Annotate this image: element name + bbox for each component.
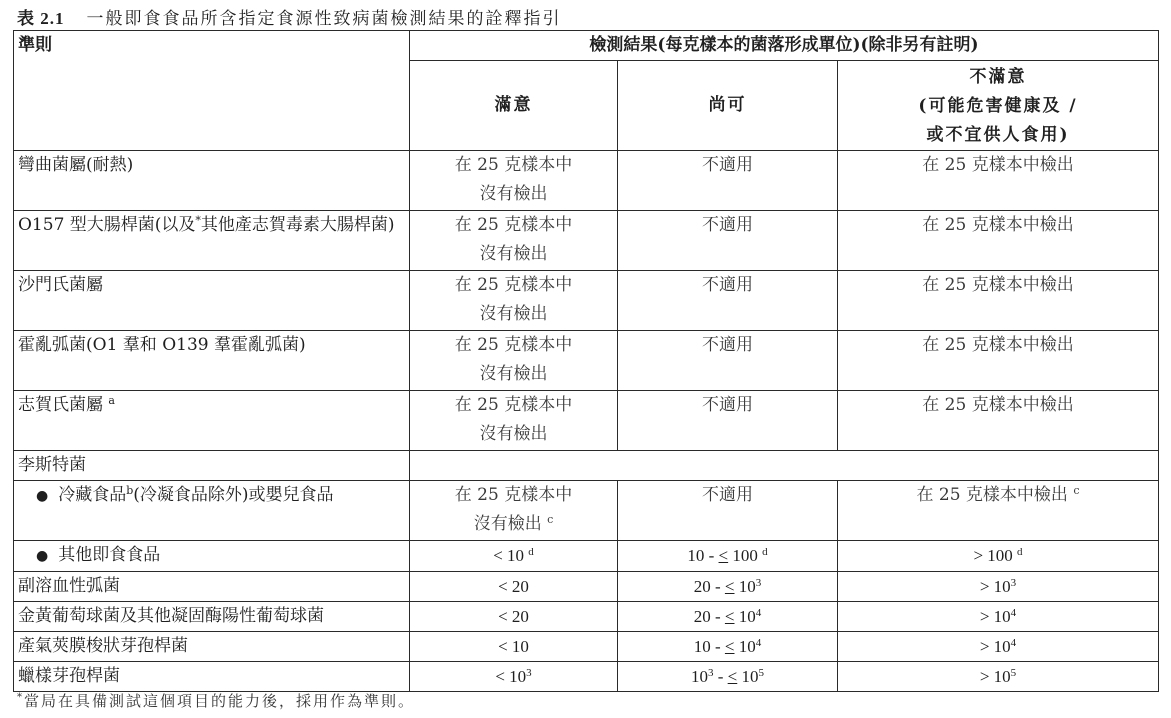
- criterion-name: 沙門氏菌屬: [14, 271, 410, 331]
- criterion-name: 霍亂弧菌(O1 羣和 O139 羣霍亂弧菌): [14, 331, 410, 391]
- table-row: [14, 541, 1159, 572]
- unsatisfactory-value: 在 25 克樣本中檢出: [838, 151, 1159, 211]
- table-row: [14, 391, 1159, 451]
- bullet-icon: ●: [36, 548, 49, 564]
- borderline-value: 不適用: [618, 331, 838, 391]
- satisfactory-value: < 10: [410, 632, 618, 662]
- criterion-name: O157 型大腸桿菌(以及*其他產志賀毒素大腸桿菌): [14, 211, 410, 271]
- unsatisfactory-value: > 100 $^d$: [838, 541, 1159, 572]
- header-unsatisfactory: 不滿意 (可能危害健康及 / 或不宜供人食用): [838, 61, 1159, 151]
- satisfactory-value: < $10^3$: [410, 662, 618, 692]
- borderline-value: 不適用: [618, 211, 838, 271]
- criteria-table: [13, 30, 1159, 692]
- borderline-value: $10^3$ - < $10^5$: [618, 662, 838, 692]
- empty-cell: [410, 451, 1159, 481]
- header-criteria: 準則: [14, 31, 410, 151]
- criterion-name: 金黃葡萄球菌及其他凝固酶陽性葡萄球菌: [14, 602, 410, 632]
- unsatisfactory-value: 在 25 克樣本中檢出: [838, 391, 1159, 451]
- unsatisfactory-value: 在 25 克樣本中檢出: [838, 331, 1159, 391]
- unsatisfactory-value: 在 25 克樣本中檢出: [838, 271, 1159, 331]
- unsatisfactory-value: > $10^5$: [838, 662, 1159, 692]
- unsatisfactory-value: 在 25 克樣本中檢出: [838, 211, 1159, 271]
- satisfactory-value: 在 25 克樣本中 沒有檢出: [410, 331, 618, 391]
- borderline-value: 10 - < 100 $^d$: [618, 541, 838, 572]
- borderline-value: 10 - < $10^4$: [618, 632, 838, 662]
- satisfactory-value: 在 25 克樣本中 沒有檢出: [410, 391, 618, 451]
- table-row: [14, 481, 1159, 541]
- satisfactory-value: 在 25 克樣本中 沒有檢出: [410, 211, 618, 271]
- criterion-name: 產氣莢膜梭狀芽孢桿菌: [14, 632, 410, 662]
- criterion-name: 副溶血性弧菌: [14, 572, 410, 602]
- table-number: 表 2.1: [17, 9, 65, 28]
- unsatisfactory-value: > $10^4$: [838, 632, 1159, 662]
- table-row: [14, 632, 1159, 662]
- borderline-value: 不適用: [618, 391, 838, 451]
- footnote: *當局在具備測試這個項目的能力後，採用作為準則。: [17, 692, 416, 710]
- unsatisfactory-value: 在 25 克樣本中檢出 $^c$: [838, 481, 1159, 541]
- borderline-value: 不適用: [618, 481, 838, 541]
- header-borderline: 尚可: [618, 61, 838, 151]
- borderline-value: 20 - < $10^4$: [618, 602, 838, 632]
- satisfactory-value: < 20: [410, 602, 618, 632]
- table-row: [14, 572, 1159, 602]
- table-row: [14, 602, 1159, 632]
- header-results: 檢測結果(每克樣本的菌落形成單位)(除非另有註明): [410, 31, 1159, 61]
- satisfactory-value: 在 25 克樣本中 沒有檢出: [410, 271, 618, 331]
- table-row: [14, 271, 1159, 331]
- table-row: [14, 662, 1159, 692]
- borderline-value: 不適用: [618, 271, 838, 331]
- table-caption: [17, 4, 562, 29]
- unsatisfactory-value: > $10^4$: [838, 602, 1159, 632]
- satisfactory-value: 在 25 克樣本中 沒有檢出 $^c$: [410, 481, 618, 541]
- criterion-name: 志賀氏菌屬 $^a$: [14, 391, 410, 451]
- criterion-name: ● 其他即食食品: [14, 541, 410, 572]
- criterion-name: 李斯特菌: [14, 451, 410, 481]
- table-row: [14, 331, 1159, 391]
- bullet-icon: ●: [36, 488, 49, 504]
- table-row: [14, 211, 1159, 271]
- satisfactory-value: < 10 $^d$: [410, 541, 618, 572]
- satisfactory-value: 在 25 克樣本中 沒有檢出: [410, 151, 618, 211]
- unsatisfactory-value: > $10^3$: [838, 572, 1159, 602]
- criterion-name: 彎曲菌屬(耐熱): [14, 151, 410, 211]
- satisfactory-value: < 20: [410, 572, 618, 602]
- criterion-name: ● 冷藏食品$^b$(冷凝食品除外)或嬰兒食品: [14, 481, 410, 541]
- table-row: [14, 451, 1159, 481]
- table-title: 一般即食食品所含指定食源性致病菌檢測結果的詮釋指引: [86, 9, 562, 29]
- table-row: [14, 151, 1159, 211]
- criterion-name: 蠟樣芽孢桿菌: [14, 662, 410, 692]
- borderline-value: 20 - < $10^3$: [618, 572, 838, 602]
- borderline-value: 不適用: [618, 151, 838, 211]
- header-satisfactory: 滿意: [410, 61, 618, 151]
